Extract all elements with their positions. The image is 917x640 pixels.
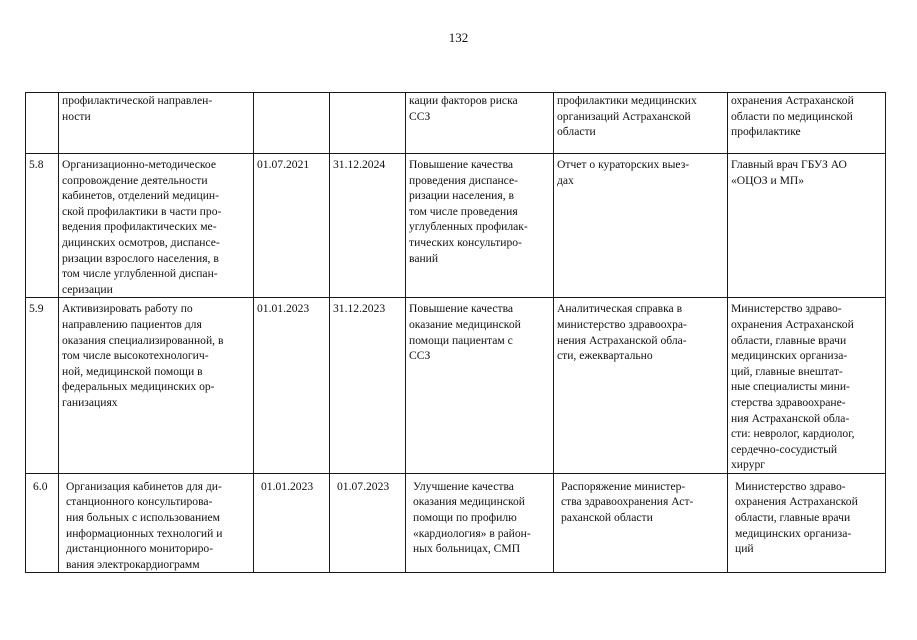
cell-number: 5.9: [26, 298, 59, 474]
cell-expected-result: Повышение качества проведения диспансе- ризации населения, в том числе проведения углубленных профилак- тических консультиро- ваний: [406, 154, 554, 298]
cell-expected-result: Повышение качества оказание медицинской помощи пациентам с ССЗ: [406, 298, 554, 474]
cell-start-date: 01.07.2021: [254, 154, 330, 298]
table-row: [26, 473, 886, 573]
cell-responsible: Главный врач ГБУЗ АО «ОЦОЗ и МП»: [728, 154, 886, 298]
cell-end-date: [330, 93, 406, 154]
cell-report-document: Распоряжение министер- ства здравоохранения Аст- раханской области: [554, 473, 728, 573]
table-row: [26, 93, 886, 154]
cell-start-date: 01.01.2023: [254, 473, 330, 573]
cell-number: [26, 93, 59, 154]
activity-plan-table: [25, 92, 886, 573]
table-row: [26, 298, 886, 474]
cell-start-date: [254, 93, 330, 154]
cell-activity-name: Активизировать работу по направлению пациентов для оказания специализированной, в том числе высокотехнологич- ной, медицинской помощи в федеральных медицинских ор- ганизациях: [59, 298, 254, 474]
page-number: 132: [448, 30, 469, 45]
cell-report-document: Отчет о кураторских выез- дах: [554, 154, 728, 298]
cell-activity-name: Организационно-методическое сопровождение деятельности кабинетов, отделений медицин- ской профилактики в части про- ведения профилактических ме- дицинских осмотров, диспансе- ризации взрослого населения, в том числе углубленной диспан- серизации: [59, 154, 254, 298]
cell-report-document: профилактики медицинских организаций Астраханской области: [554, 93, 728, 154]
cell-end-date: 31.12.2023: [330, 298, 406, 474]
cell-end-date: 31.12.2024: [330, 154, 406, 298]
cell-responsible: Министерство здраво- охранения Астраханской области, главные врачи медицинских организа- ций: [728, 473, 886, 573]
cell-end-date: 01.07.2023: [330, 473, 406, 573]
cell-activity-name: профилактической направлен- ности: [59, 93, 254, 154]
cell-number: 5.8: [26, 154, 59, 298]
cell-responsible: охранения Астраханской области по медицинской профилактике: [728, 93, 886, 154]
cell-expected-result: кации факторов риска ССЗ: [406, 93, 554, 154]
cell-report-document: Аналитическая справка в министерство здравоохра- нения Астраханской обла- сти, ежеквартально: [554, 298, 728, 474]
cell-number: 6.0: [26, 473, 59, 573]
cell-activity-name: Организация кабинетов для ди- станционного консультирова- ния больных с использованием информационных технологий и дистанционного мониториро- вания электрокардиограмм: [59, 473, 254, 573]
cell-start-date: 01.01.2023: [254, 298, 330, 474]
cell-expected-result: Улучшение качества оказания медицинской помощи по профилю «кардиология» в район- ных больницах, СМП: [406, 473, 554, 573]
cell-responsible: Министерство здраво- охранения Астраханской области, главные врачи медицинских организа- ций, главные внештат- ные специалисты мини- стерства здравоохране- ния Астраханской обла- сти: невролог, кардиолог, сердечно-сосудистый хирург: [728, 298, 886, 474]
table-row: [26, 154, 886, 298]
